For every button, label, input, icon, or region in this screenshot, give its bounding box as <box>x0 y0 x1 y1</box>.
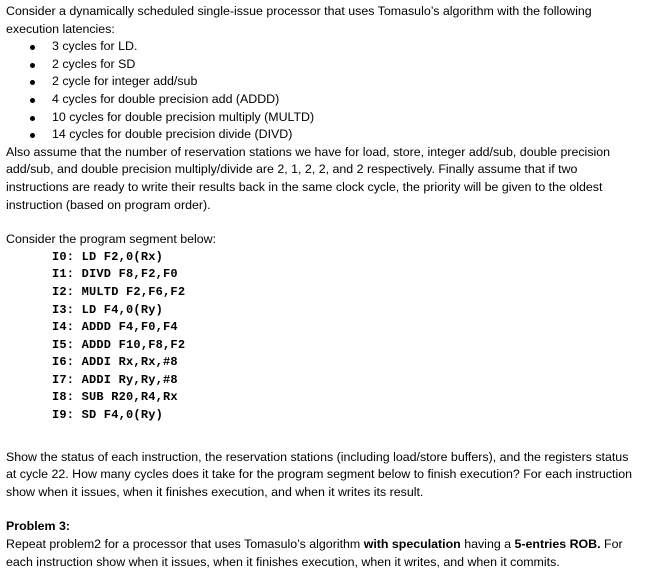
assumption-paragraph: Also assume that the number of reservation stations we have for load, store, integer add/sub, double precision add/sub, and double precision multiply/divide are 2, 1, 2, 2, and 2 respectively. Finally assume that if two instructions are ready to write their results back in the same clock cycle, the priority will be given to the oldest instruction (based on program order). <box>6 144 611 212</box>
program-line: I3: LD F4,0(Ry) <box>52 302 164 317</box>
bullet-icon <box>30 45 35 50</box>
bullet-icon <box>30 63 35 68</box>
problem-text: Repeat problem2 for a processor that uses Tomasulo’s algorithm with speculation having a 5-entries ROB. For each instruction show when it issues, when it finishes execution, when it writes, and when it commits. <box>6 537 623 569</box>
bullet-icon <box>30 116 35 121</box>
program-line: I6: ADDI Rx,Rx,#8 <box>52 355 178 370</box>
bullet-icon <box>30 133 35 138</box>
program-line: I8: SUB R20,R4,Rx <box>52 390 178 405</box>
bullet-icon <box>30 98 35 103</box>
program-line: I2: MULTD F2,F6,F2 <box>52 284 186 299</box>
latency-item: 2 cycles for SD <box>6 56 638 74</box>
program-line: I0: LD F2,0(Rx) <box>52 249 164 264</box>
problem-title: Problem 3: <box>6 519 71 534</box>
program-line: I9: SD F4,0(Ry) <box>52 408 164 423</box>
latency-item: 14 cycles for double precision divide (DIVD) <box>6 126 638 144</box>
program-line: I7: ADDI Ry,Ry,#8 <box>52 372 178 387</box>
program-line: I1: DIVD F8,F2,F0 <box>52 267 178 282</box>
latency-item: 4 cycles for double precision add (ADDD) <box>6 91 638 109</box>
latency-item: 3 cycles for LD. <box>6 38 638 56</box>
intro-paragraph: Consider a dynamically scheduled single-issue processor that uses Tomasulo’s algorithm with the following execution latencies: <box>6 4 592 36</box>
segment-intro: Consider the program segment below: <box>6 232 217 247</box>
program-line: I5: ADDD F10,F8,F2 <box>52 337 186 352</box>
latency-item: 10 cycles for double precision multiply (MULTD) <box>6 109 638 127</box>
latency-item: 2 cycle for integer add/sub <box>6 73 638 91</box>
latency-list <box>6 38 638 144</box>
question-paragraph: Show the status of each instruction, the reservation stations (including load/store buffers), and the registers status at cycle 22. How many cycles does it take for the program segment below to finish execution? For each instruction show when it issues, when it finishes execution, and when it writes its result. <box>6 449 633 499</box>
program-listing <box>6 249 638 425</box>
bullet-icon <box>30 80 35 85</box>
document <box>6 3 638 571</box>
program-line: I4: ADDD F4,F0,F4 <box>52 320 178 335</box>
